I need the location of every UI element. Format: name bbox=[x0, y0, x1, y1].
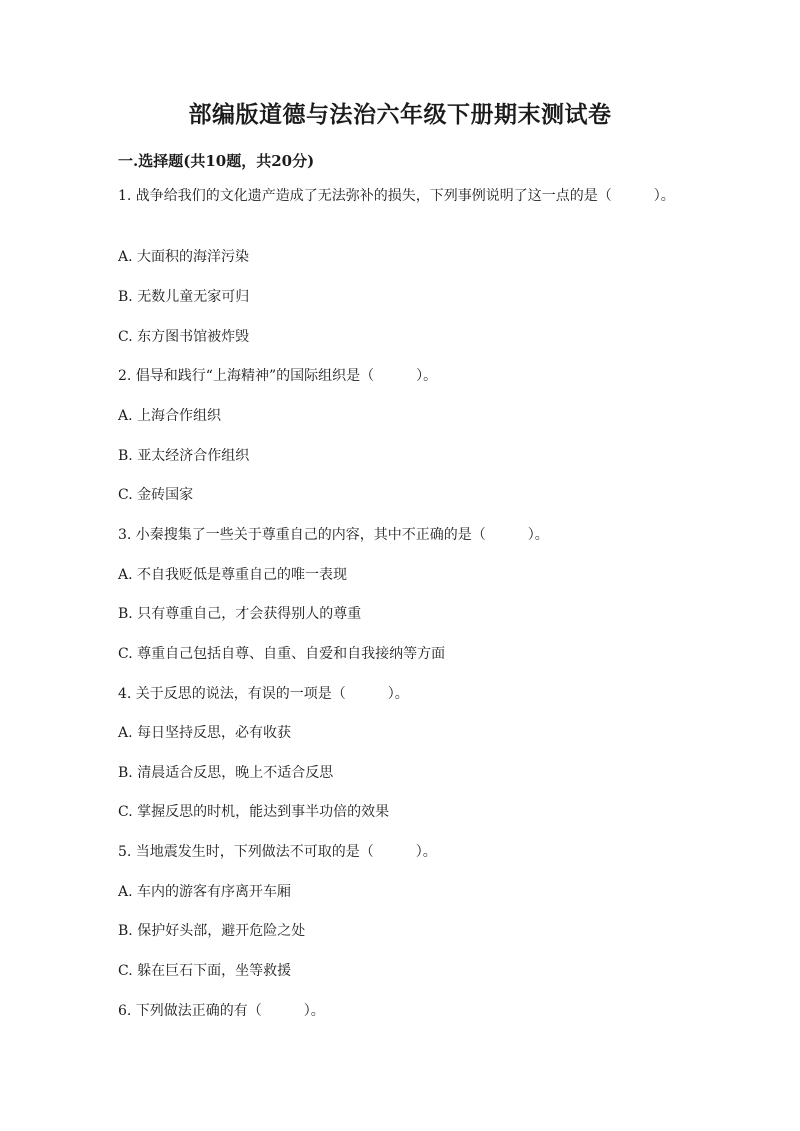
question-5-option-b: B. 保护好头部，避开危险之处 bbox=[118, 923, 306, 939]
question-1-stem: 1. 战争给我们的文化遗产造成了无法弥补的损失，下列事例说明了这一点的是（ ）。 bbox=[118, 188, 675, 204]
question-5-option-c: C. 躲在巨石下面，坐等救援 bbox=[118, 963, 292, 979]
question-1-option-a: A. 大面积的海洋污染 bbox=[118, 249, 250, 265]
question-5-option-a: A. 车内的游客有序离开车厢 bbox=[118, 884, 292, 900]
question-3-option-a: A. 不自我贬低是尊重自己的唯一表现 bbox=[118, 567, 348, 583]
question-2-option-c: C. 金砖国家 bbox=[118, 487, 194, 503]
section-heading: 一.选择题(共10题，共20分) bbox=[118, 152, 315, 170]
question-1-option-c: C. 东方图书馆被炸毁 bbox=[118, 329, 250, 345]
question-2-option-a: A. 上海合作组织 bbox=[118, 408, 222, 424]
question-2-stem: 2. 倡导和践行“上海精神”的国际组织是（ ）。 bbox=[118, 368, 438, 384]
question-6-stem: 6. 下列做法正确的有（ ）。 bbox=[118, 1003, 325, 1019]
question-3-option-c: C. 尊重自己包括自尊、自重、自爱和自我接纳等方面 bbox=[118, 646, 446, 662]
question-3-option-b: B. 只有尊重自己，才会获得别人的尊重 bbox=[118, 606, 362, 622]
question-4-option-a: A. 每日坚持反思，必有收获 bbox=[118, 725, 292, 741]
question-2-option-b: B. 亚太经济合作组织 bbox=[118, 448, 250, 464]
question-4-stem: 4. 关于反思的说法，有误的一项是（ ）。 bbox=[118, 686, 409, 702]
question-1-option-b: B. 无数儿童无家可归 bbox=[118, 289, 250, 305]
question-4-option-c: C. 掌握反思的时机，能达到事半功倍的效果 bbox=[118, 804, 390, 820]
question-4-option-b: B. 清晨适合反思，晚上不适合反思 bbox=[118, 765, 334, 781]
question-5-stem: 5. 当地震发生时，下列做法不可取的是（ ）。 bbox=[118, 844, 437, 860]
question-3-stem: 3. 小秦搜集了一些关于尊重自己的内容，其中不正确的是（ ）。 bbox=[118, 527, 549, 543]
page-title: 部编版道德与法治六年级下册期末测试卷 bbox=[188, 101, 612, 128]
